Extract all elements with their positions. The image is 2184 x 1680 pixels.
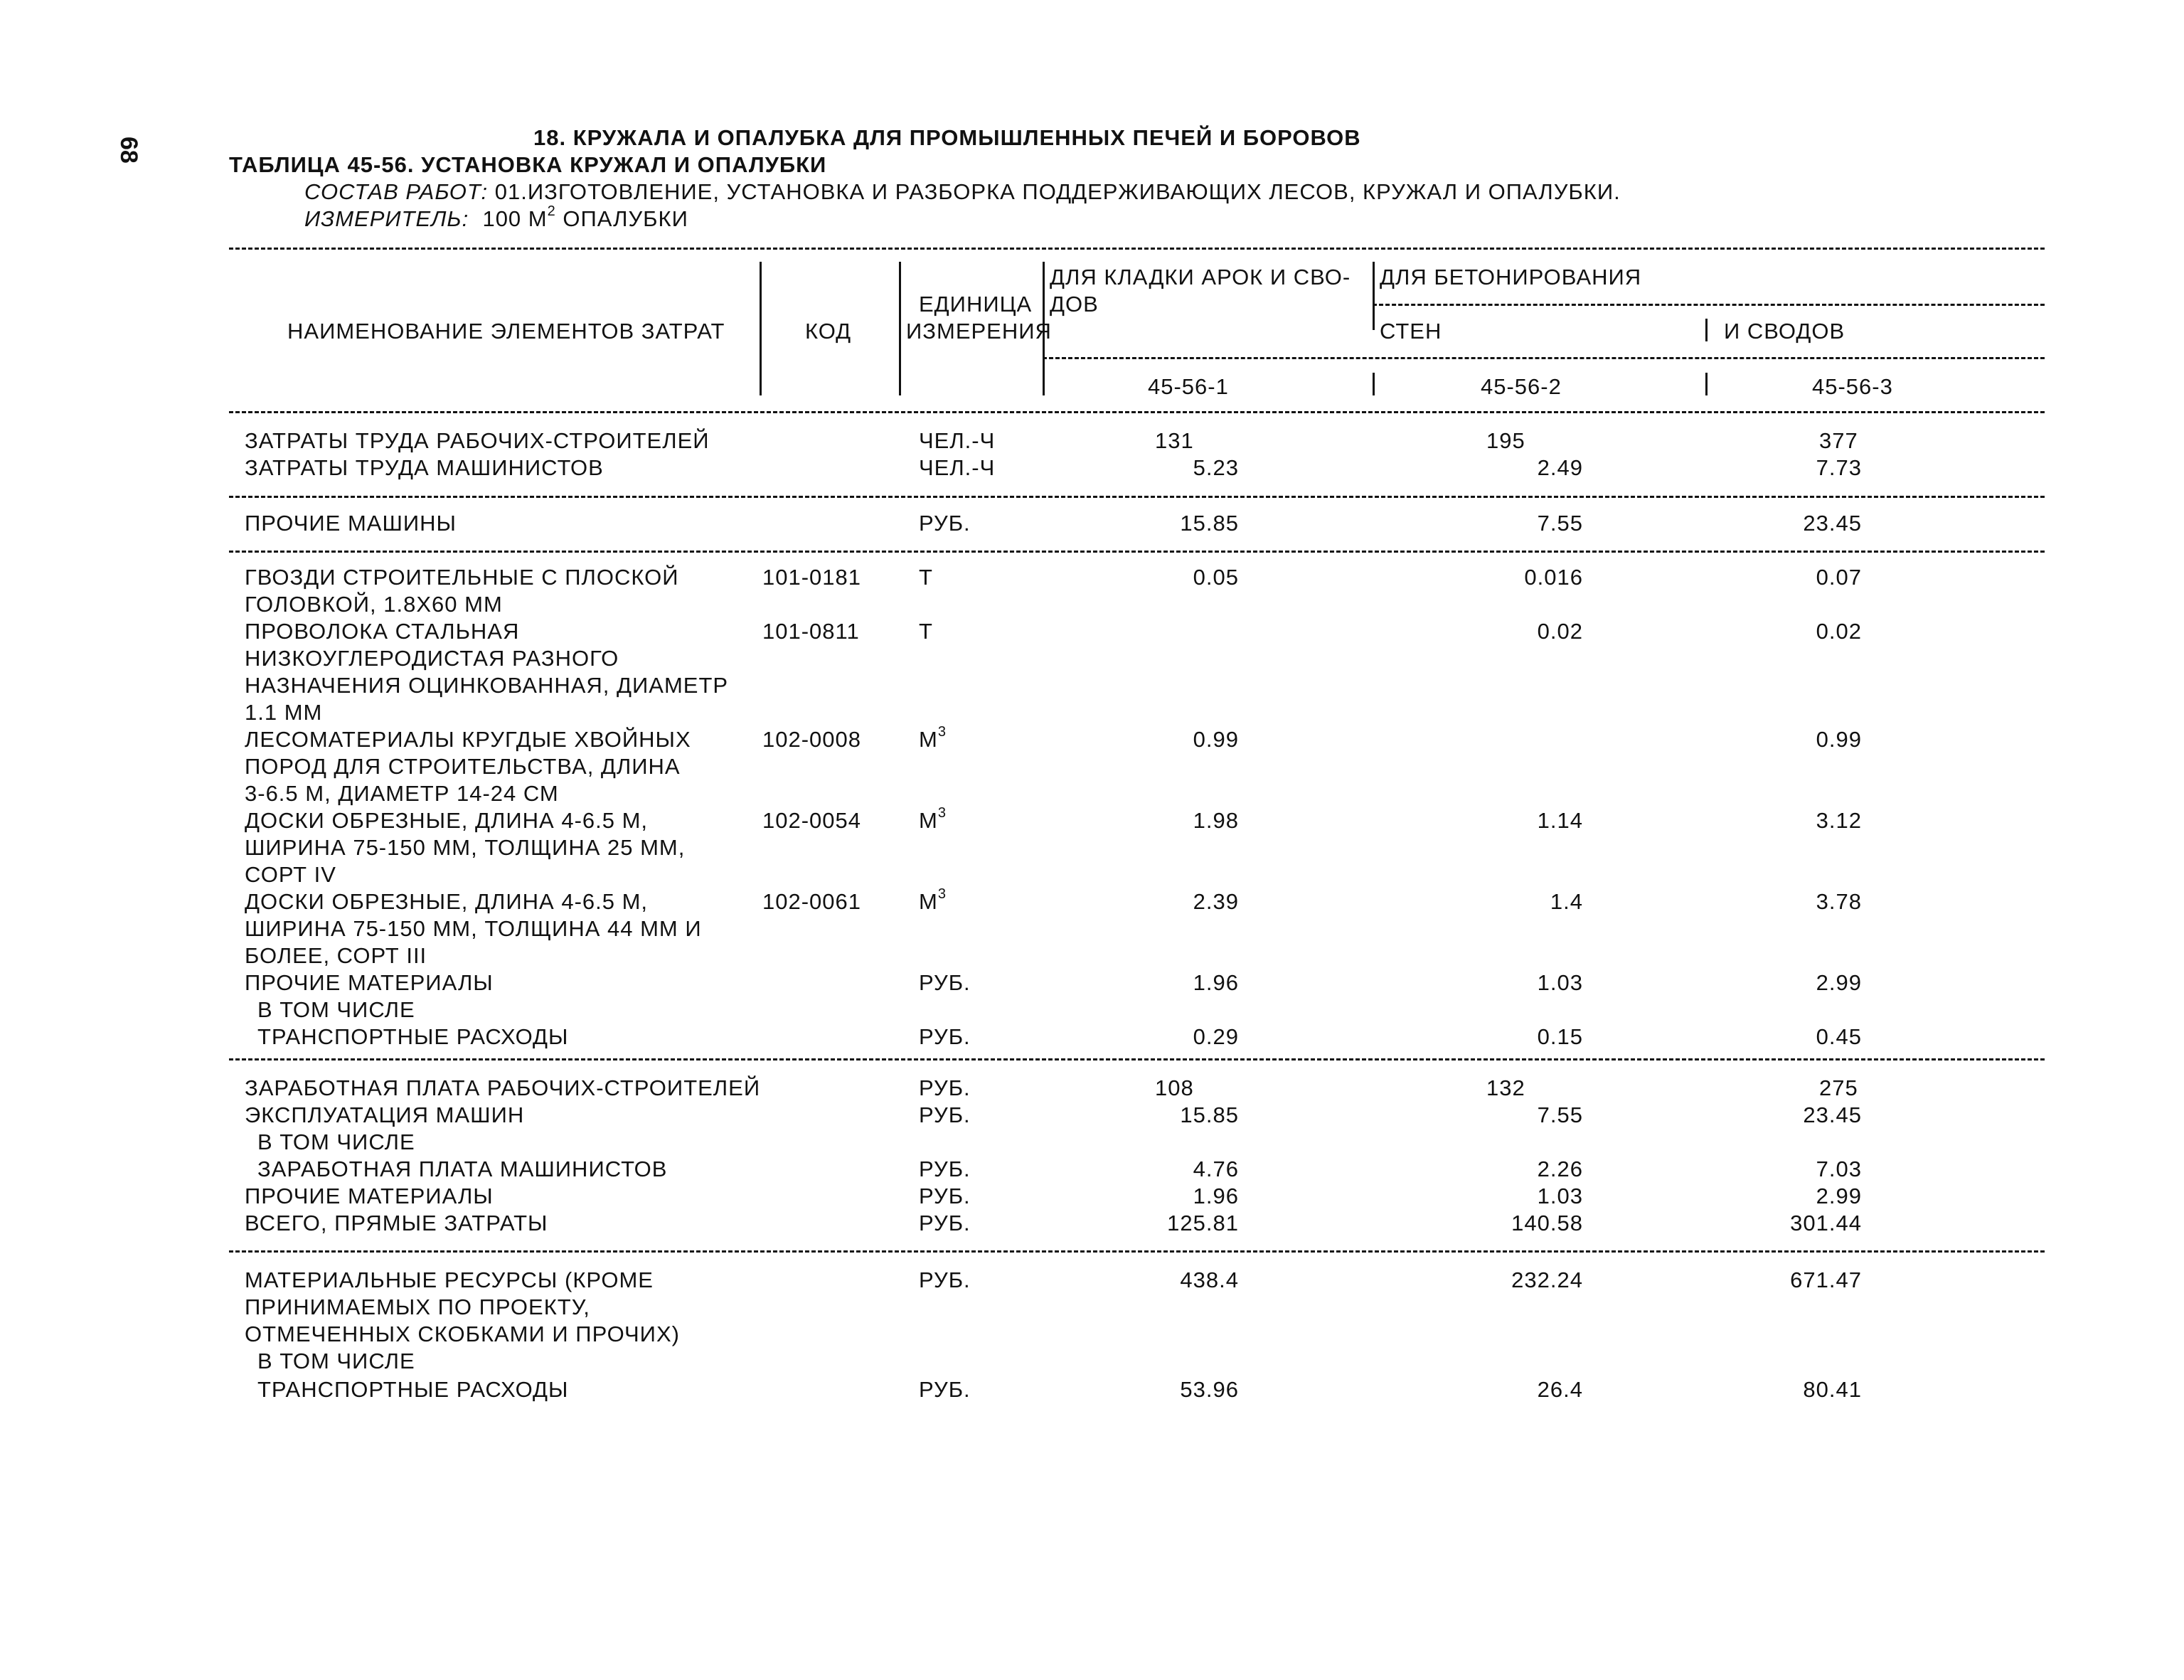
row-other-materials-v1: 1.96: [1193, 970, 1239, 995]
row-timber-unit-base: М: [919, 727, 938, 752]
row-machine-operation-v1: 15.85: [1180, 1102, 1239, 1127]
header-unit-2: ИЗМЕРЕНИЯ: [906, 319, 1052, 344]
measure: [304, 203, 688, 232]
row-timber-code: 102-0008: [762, 727, 862, 752]
row-other-machines-v1: 15.85: [1180, 511, 1239, 536]
header-col1-2: ДОВ: [1050, 292, 1099, 317]
row-timber-unit-sup: 3: [937, 724, 947, 740]
row-other-machines: ПРОЧИЕ МАШИНЫ: [245, 511, 457, 536]
row-material-resources-2: ПРИНИМАЕМЫХ ПО ПРОЕКТУ,: [245, 1294, 590, 1319]
row-other-machines-v3: 23.45: [1803, 511, 1862, 536]
row-boards25-unit: [919, 805, 947, 834]
row-boards25-unit-sup: 3: [937, 805, 947, 821]
header-code-2: 45-56-2: [1481, 374, 1562, 399]
row-machine-operation-v2: 7.55: [1537, 1102, 1583, 1127]
row-labor-machinists-v1: 5.23: [1193, 455, 1239, 480]
row-total-direct-unit: РУБ.: [919, 1211, 971, 1235]
row-other-materials-v3: 2.99: [1816, 970, 1862, 995]
table-title: ТАБЛИЦА 45-56. УСТАНОВКА КРУЖАЛ И ОПАЛУБКИ: [229, 152, 827, 177]
row-other-materials-v2: 1.03: [1537, 970, 1583, 995]
row-material-resources-v1: 438.4: [1180, 1267, 1239, 1292]
row-total-direct-v2: 140.58: [1511, 1211, 1583, 1235]
row-nails-name-1: ГВОЗДИ СТРОИТЕЛЬНЫЕ С ПЛОСКОЙ: [245, 565, 679, 590]
row-transport-1-unit: РУБ.: [919, 1024, 971, 1049]
row-labor-machinists-v2: 2.49: [1537, 455, 1583, 480]
row-other-materials-2-v2: 1.03: [1537, 1184, 1583, 1208]
row-other-materials-2: ПРОЧИЕ МАТЕРИАЛЫ: [245, 1184, 494, 1208]
vbar-unit-left: [899, 262, 901, 395]
row-boards25-v3: 3.12: [1816, 808, 1862, 833]
row-material-resources-v3: 671.47: [1790, 1267, 1862, 1292]
header-vaults: И СВОДОВ: [1724, 319, 1845, 344]
rule-4: [229, 1250, 2045, 1253]
row-material-resources-3: ОТМЕЧЕННЫХ СКОБКАМИ И ПРОЧИХ): [245, 1322, 680, 1346]
row-wire-unit: Т: [919, 619, 933, 644]
rule-concrete: [1373, 304, 2045, 306]
row-material-resources-v2: 232.24: [1511, 1267, 1583, 1292]
row-other-materials-2-unit: РУБ.: [919, 1184, 971, 1208]
row-timber-name-3: 3-6.5 М, ДИАМЕТР 14-24 СМ: [245, 781, 559, 806]
row-material-resources-unit: РУБ.: [919, 1267, 971, 1292]
vbar-col2-left: [1373, 373, 1375, 395]
row-nails-v2: 0.016: [1524, 565, 1583, 590]
header-col1-1: ДЛЯ КЛАДКИ АРОК И СВО-: [1050, 265, 1351, 289]
header-unit-1: ЕДИНИЦА: [919, 292, 1033, 317]
row-boards44-v2: 1.4: [1550, 889, 1583, 914]
row-transport-1-v2: 0.15: [1537, 1024, 1583, 1049]
row-timber-unit: [919, 724, 947, 753]
row-wages-workers-v3: 275: [1819, 1075, 1858, 1100]
row-wire-code: 101-0811: [762, 619, 860, 644]
header-code-1: 45-56-1: [1148, 374, 1229, 399]
row-including-2: В ТОМ ЧИСЛЕ: [257, 1129, 415, 1154]
row-wages-machinists: ЗАРАБОТНАЯ ПЛАТА МАШИНИСТОВ: [257, 1157, 668, 1181]
row-wages-workers: ЗАРАБОТНАЯ ПЛАТА РАБОЧИХ-СТРОИТЕЛЕЙ: [245, 1075, 761, 1100]
rule-codes: [1043, 357, 2045, 359]
row-wages-workers-unit: РУБ.: [919, 1075, 971, 1100]
row-including-3: В ТОМ ЧИСЛЕ: [257, 1349, 415, 1373]
vbar-col3-left: [1705, 373, 1708, 395]
row-wire-v3: 0.02: [1816, 619, 1862, 644]
row-labor-workers-v1: 131: [1155, 428, 1194, 453]
row-boards25-name-2: ШИРИНА 75-150 ММ, ТОЛЩИНА 25 ММ,: [245, 835, 686, 860]
row-wire-v2: 0.02: [1537, 619, 1583, 644]
row-wire-name-4: 1.1 ММ: [245, 700, 323, 725]
row-boards44-name-3: БОЛЕЕ, СОРТ III: [245, 943, 427, 968]
row-nails-code: 101-0181: [762, 565, 862, 590]
header-walls: СТЕН: [1380, 319, 1442, 344]
row-other-machines-unit: РУБ.: [919, 511, 971, 536]
measure-unit: ОПАЛУБКИ: [563, 206, 688, 231]
row-wages-machinists-v3: 7.03: [1816, 1157, 1862, 1181]
row-nails-v3: 0.07: [1816, 565, 1862, 590]
row-timber-v1: 0.99: [1193, 727, 1239, 752]
page-number: 68: [115, 137, 142, 164]
row-wire-name-2: НИЗКОУГЛЕРОДИСТАЯ РАЗНОГО: [245, 646, 619, 671]
row-total-direct-v3: 301.44: [1790, 1211, 1862, 1235]
row-machine-operation-v3: 23.45: [1803, 1102, 1862, 1127]
rule-header-bottom: [229, 411, 2045, 413]
row-including-1: В ТОМ ЧИСЛЕ: [257, 997, 415, 1022]
section-title: 18. КРУЖАЛА И ОПАЛУБКА ДЛЯ ПРОМЫШЛЕННЫХ ПЕЧЕЙ И БОРОВОВ: [533, 125, 1361, 150]
row-boards44-name-1: ДОСКИ ОБРЕЗНЫЕ, ДЛИНА 4-6.5 М,: [245, 889, 649, 914]
rule-3: [229, 1058, 2045, 1060]
row-transport-1-v1: 0.29: [1193, 1024, 1239, 1049]
row-transport-2-unit: РУБ.: [919, 1377, 971, 1402]
row-boards25-unit-base: М: [919, 808, 938, 833]
work-label: СОСТАВ РАБОТ:: [304, 179, 489, 204]
row-boards25-name-3: СОРТ IV: [245, 862, 336, 887]
row-wire-name-3: НАЗНАЧЕНИЯ ОЦИНКОВАННАЯ, ДИАМЕТР: [245, 673, 729, 698]
row-labor-workers-unit: ЧЕЛ.-Ч: [919, 428, 996, 453]
work-composition: [304, 179, 1621, 205]
header-code: КОД: [805, 319, 852, 344]
row-transport-2-v1: 53.96: [1180, 1377, 1239, 1402]
row-labor-machinists-v3: 7.73: [1816, 455, 1862, 480]
row-timber-name-2: ПОРОД ДЛЯ СТРОИТЕЛЬСТВА, ДЛИНА: [245, 754, 681, 779]
row-wages-machinists-v2: 2.26: [1537, 1157, 1583, 1181]
row-boards44-v3: 3.78: [1816, 889, 1862, 914]
row-transport-2: ТРАНСПОРТНЫЕ РАСХОДЫ: [257, 1377, 569, 1402]
row-timber-v3: 0.99: [1816, 727, 1862, 752]
row-boards44-name-2: ШИРИНА 75-150 ММ, ТОЛЩИНА 44 ММ И: [245, 916, 702, 941]
row-material-resources-1: МАТЕРИАЛЬНЫЕ РЕСУРСЫ (КРОМЕ: [245, 1267, 654, 1292]
row-boards25-name-1: ДОСКИ ОБРЕЗНЫЕ, ДЛИНА 4-6.5 М,: [245, 808, 649, 833]
row-machine-operation: ЭКСПЛУАТАЦИЯ МАШИН: [245, 1102, 525, 1127]
measure-value: 100 М: [482, 206, 548, 231]
row-labor-workers-v2: 195: [1486, 428, 1525, 453]
row-boards25-v1: 1.98: [1193, 808, 1239, 833]
row-wages-machinists-unit: РУБ.: [919, 1157, 971, 1181]
row-transport-2-v3: 80.41: [1803, 1377, 1862, 1402]
row-wages-workers-v2: 132: [1486, 1075, 1525, 1100]
row-other-materials-2-v3: 2.99: [1816, 1184, 1862, 1208]
header-concrete: ДЛЯ БЕТОНИРОВАНИЯ: [1380, 265, 1642, 289]
header-name: НАИМЕНОВАНИЕ ЭЛЕМЕНТОВ ЗАТРАТ: [287, 319, 725, 344]
row-other-machines-v2: 7.55: [1537, 511, 1583, 536]
row-labor-workers: ЗАТРАТЫ ТРУДА РАБОЧИХ-СТРОИТЕЛЕЙ: [245, 428, 710, 453]
row-machine-operation-unit: РУБ.: [919, 1102, 971, 1127]
row-total-direct-v1: 125.81: [1167, 1211, 1239, 1235]
row-labor-machinists: ЗАТРАТЫ ТРУДА МАШИНИСТОВ: [245, 455, 604, 480]
measure-label: ИЗМЕРИТЕЛЬ:: [304, 206, 469, 231]
row-nails-name-2: ГОЛОВКОЙ, 1.8X60 ММ: [245, 592, 503, 617]
row-total-direct: ВСЕГО, ПРЯМЫЕ ЗАТРАТЫ: [245, 1211, 548, 1235]
row-boards25-code: 102-0054: [762, 808, 862, 833]
row-other-materials-unit: РУБ.: [919, 970, 971, 995]
row-boards44-code: 102-0061: [762, 889, 862, 914]
row-other-materials: ПРОЧИЕ МАТЕРИАЛЫ: [245, 970, 494, 995]
measure-sup: 2: [547, 203, 556, 219]
row-transport-1: ТРАНСПОРТНЫЕ РАСХОДЫ: [257, 1024, 569, 1049]
row-other-materials-2-v1: 1.96: [1193, 1184, 1239, 1208]
row-boards44-v1: 2.39: [1193, 889, 1239, 914]
row-wages-workers-v1: 108: [1155, 1075, 1194, 1100]
row-transport-1-v3: 0.45: [1816, 1024, 1862, 1049]
row-boards44-unit: [919, 886, 947, 915]
rule-1: [229, 496, 2045, 498]
vbar-concrete-left: [1373, 262, 1375, 330]
rule-2: [229, 551, 2045, 553]
row-boards44-unit-base: М: [919, 889, 938, 914]
header-code-3: 45-56-3: [1812, 374, 1893, 399]
vbar-code-left: [760, 262, 762, 395]
vbar-vaults-left: [1705, 319, 1708, 341]
row-timber-name-1: ЛЕСОМАТЕРИАЛЫ КРУГДЫЕ ХВОЙНЫХ: [245, 727, 691, 752]
row-labor-workers-v3: 377: [1819, 428, 1858, 453]
row-boards25-v2: 1.14: [1537, 808, 1583, 833]
row-wages-machinists-v1: 4.76: [1193, 1157, 1239, 1181]
row-boards44-unit-sup: 3: [937, 886, 947, 902]
row-transport-2-v2: 26.4: [1537, 1377, 1583, 1402]
row-wire-name-1: ПРОВОЛОКА СТАЛЬНАЯ: [245, 619, 520, 644]
rule-top: [229, 248, 2045, 250]
row-nails-unit: Т: [919, 565, 933, 590]
work-text: 01.ИЗГОТОВЛЕНИЕ, УСТАНОВКА И РАЗБОРКА ПОДДЕРЖИВАЮЩИХ ЛЕСОВ, КРУЖАЛ И ОПАЛУБКИ.: [494, 179, 1621, 204]
row-labor-machinists-unit: ЧЕЛ.-Ч: [919, 455, 996, 480]
row-nails-v1: 0.05: [1193, 565, 1239, 590]
